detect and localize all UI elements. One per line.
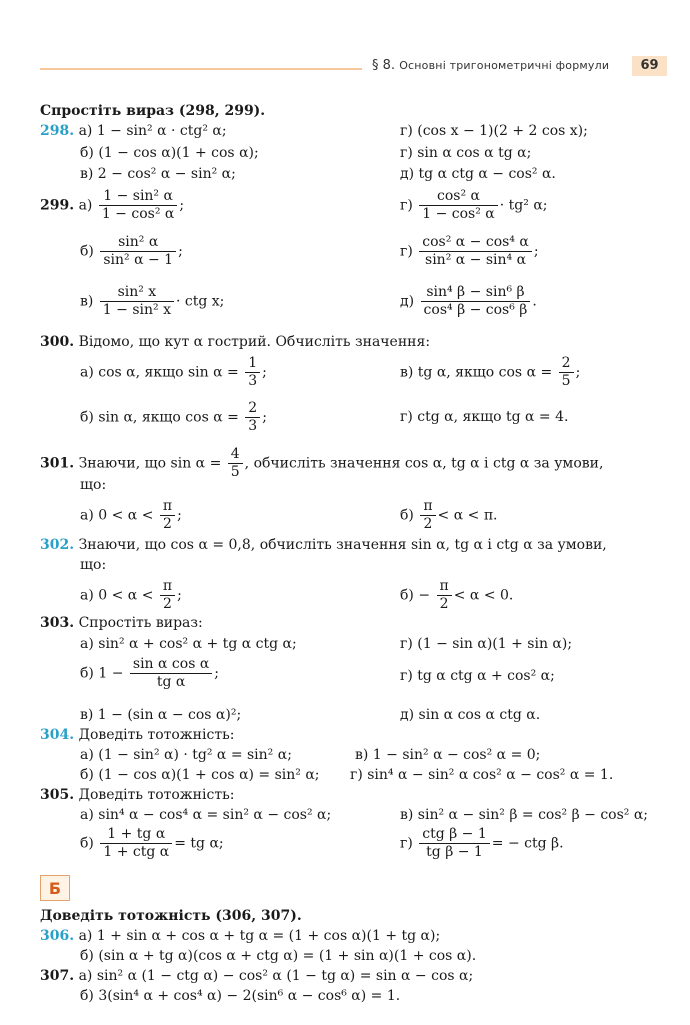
problem-300-b <box>80 400 267 435</box>
item-label: г) <box>400 835 413 852</box>
problem-299-row1 <box>40 188 184 223</box>
problem-306-a <box>40 927 440 945</box>
problem-300-g: г) ctg α, якщо tg α = 4. <box>400 409 569 425</box>
fraction <box>160 498 175 533</box>
fraction <box>419 234 532 269</box>
problem-302-cont: що: <box>80 557 107 573</box>
numerator: 1 + tg α <box>100 826 172 844</box>
problem-number: 307. <box>40 968 75 984</box>
denominator: 5 <box>561 373 571 389</box>
denominator: cos⁴ β − cos⁶ β <box>423 302 528 318</box>
numerator: sin α cos α <box>130 656 212 674</box>
item-text: а) 0 < α < <box>80 507 154 524</box>
problem-303-stem <box>40 614 203 632</box>
problem-307-a <box>40 967 473 985</box>
item-end: ; <box>179 197 185 214</box>
problem-number: 300. <box>40 334 75 350</box>
numerator: 4 <box>228 446 243 464</box>
fraction <box>559 355 574 390</box>
denominator: 3 <box>248 418 258 434</box>
problem-305-v: в) sin² α − sin² β = cos² β − cos² α; <box>400 807 649 823</box>
numerator: sin² α <box>100 234 176 252</box>
header-rule <box>40 68 362 70</box>
item-d: д) tg α ctg α − cos² α. <box>400 166 556 182</box>
level-b-badge: Б <box>40 875 70 901</box>
item-label: д) <box>400 293 415 310</box>
problem-305-b <box>80 826 224 861</box>
item-a: а) 1 + sin α + cos α + tg α = (1 + cos α)(1 + tg α); <box>78 928 441 944</box>
fraction <box>419 826 490 861</box>
item-v: в) 2 − cos² α − sin² α; <box>80 166 236 182</box>
problem-303-g1: г) (1 − sin α)(1 + sin α); <box>400 636 573 652</box>
problem-298-row1 <box>40 122 227 140</box>
denominator: 1 + ctg α <box>103 844 170 860</box>
section-title: Основні тригонометричні формули <box>399 59 610 72</box>
item-label: г) <box>400 197 413 214</box>
problem-300-a <box>80 355 267 390</box>
problem-302-b <box>400 578 513 613</box>
item-end: ; <box>214 665 220 682</box>
problem-306-b: б) (sin α + tg α)(cos α + ctg α) = (1 + sin α)(1 + cos α). <box>80 948 477 964</box>
problem-number: 302. <box>40 537 75 553</box>
item-a-label: а) <box>78 197 93 214</box>
numerator: sin⁴ β − sin⁶ β <box>421 284 531 302</box>
problem-text: Доведіть тотожність: <box>78 787 235 803</box>
problem-307-b: б) 3(sin⁴ α + cos⁴ α) − 2(sin⁶ α − cos⁶ α) = 1. <box>80 988 401 1004</box>
fraction <box>245 400 260 435</box>
item-b: б) (1 − cos α)(1 + cos α); <box>80 145 259 161</box>
item-end: ; <box>262 364 267 381</box>
numerator: 2 <box>245 400 260 418</box>
item-end: · ctg x; <box>175 293 225 310</box>
item-label: г) <box>400 243 413 260</box>
numerator: ctg β − 1 <box>419 826 490 844</box>
item-end: ; <box>533 243 539 260</box>
page-number: 69 <box>632 56 667 76</box>
denominator: 2 <box>163 516 172 532</box>
item-end: · tg² α; <box>499 197 548 214</box>
problem-number: 306. <box>40 928 75 944</box>
problem-number: 303. <box>40 615 75 631</box>
fraction <box>419 188 498 223</box>
item-end: = − ctg β. <box>491 835 564 852</box>
fraction <box>100 234 176 269</box>
problem-305-a: а) sin⁴ α − cos⁴ α = sin² α − cos² α; <box>80 807 332 823</box>
problem-301-a <box>80 498 182 533</box>
fraction <box>100 826 172 861</box>
item-end: . <box>532 293 537 310</box>
problem-303-b <box>80 656 219 691</box>
item-text: б) sin α, якщо cos α = <box>80 409 239 426</box>
problem-text: Доведіть тотожність: <box>78 727 235 743</box>
item-text: а) 0 < α < <box>80 587 154 604</box>
problem-304-stem <box>40 726 234 744</box>
denominator: tg α <box>156 674 186 690</box>
problem-text: Знаючи, що cos α = 0,8, обчисліть значення sin α, tg α і ctg α за умови, <box>78 537 607 553</box>
fraction <box>421 284 531 319</box>
item-end: ; <box>177 507 182 524</box>
problem-302-a <box>80 578 182 613</box>
problem-303-v: в) 1 − (sin α − cos α)²; <box>80 707 242 723</box>
fraction <box>245 355 260 390</box>
item-end: ; <box>177 587 182 604</box>
problem-304-a: а) (1 − sin² α) · tg² α = sin² α; <box>80 747 292 763</box>
problem-number: 299. <box>40 197 75 214</box>
item-text: в) tg α, якщо cos α = <box>400 364 553 381</box>
problem-299-v <box>80 284 224 319</box>
intro-306-307: Доведіть тотожність (306, 307). <box>40 908 302 924</box>
problem-text: Відомо, що кут α гострий. Обчисліть значення: <box>78 334 431 350</box>
item-end: < α < π. <box>437 507 498 524</box>
problem-number: 298. <box>40 123 75 139</box>
denominator: 2 <box>163 596 172 612</box>
item-end: ; <box>575 364 581 381</box>
fraction <box>160 578 175 613</box>
problem-text: Спростіть вираз: <box>78 615 203 631</box>
fraction <box>437 578 452 613</box>
denominator: 1 − cos² α <box>101 206 175 222</box>
numerator: cos² α − cos⁴ α <box>419 234 532 252</box>
denominator: 3 <box>248 373 258 389</box>
denominator: 2 <box>439 596 449 612</box>
problem-305-g <box>400 826 564 861</box>
problem-302-stem <box>40 536 607 554</box>
item-end: ; <box>262 409 267 426</box>
item-end: = tg α; <box>174 835 224 852</box>
item-text: б) <box>400 507 414 524</box>
item-g2: г) sin α cos α tg α; <box>400 145 532 161</box>
fraction <box>100 284 174 319</box>
intro-298-299: Спростіть вираз (298, 299). <box>40 103 266 119</box>
item-label: в) <box>80 293 94 310</box>
denominator: sin² α − 1 <box>103 252 174 268</box>
problem-301-stem <box>40 446 603 481</box>
problem-305-stem <box>40 786 234 804</box>
numerator: π <box>420 498 435 516</box>
item-end: ; <box>178 243 183 260</box>
numerator: 1 − sin² α <box>99 188 178 206</box>
problem-text: Знаючи, що sin α = <box>78 455 222 472</box>
numerator: sin² x <box>100 284 174 302</box>
fraction <box>99 188 178 223</box>
fraction <box>130 656 212 691</box>
problem-number: 305. <box>40 787 75 803</box>
problem-304-b: б) (1 − cos α)(1 + cos α) = sin² α; <box>80 767 320 783</box>
problem-number: 301. <box>40 455 75 472</box>
numerator: π <box>160 578 175 596</box>
item-a: а) 1 − sin² α · ctg² α; <box>78 123 227 139</box>
denominator: 1 − cos² α <box>422 206 495 222</box>
item-label: б) <box>80 835 94 852</box>
item-g1: г) (cos x − 1)(2 + 2 cos x); <box>400 123 588 139</box>
problem-303-a: а) sin² α + cos² α + tg α ctg α; <box>80 636 297 652</box>
fraction <box>420 498 435 533</box>
problem-299-g2 <box>400 234 539 269</box>
denominator: sin² α − sin⁴ α <box>425 252 527 268</box>
problem-300-stem <box>40 333 430 351</box>
problem-number: 304. <box>40 727 75 743</box>
item-a: а) sin² α (1 − ctg α) − cos² α (1 − tg α) = sin α − cos α; <box>78 968 474 984</box>
item-text: б) − <box>400 587 431 604</box>
numerator: cos² α <box>419 188 498 206</box>
problem-303-g2: г) tg α ctg α + cos² α; <box>400 668 555 684</box>
problem-text-cont: , обчисліть значення cos α, tg α і ctg α за умови, <box>244 455 604 472</box>
running-header <box>372 58 609 73</box>
problem-299-g1 <box>400 188 548 223</box>
problem-301-b <box>400 498 497 533</box>
denominator: 5 <box>230 464 240 480</box>
problem-299-d <box>400 284 537 319</box>
numerator: π <box>160 498 175 516</box>
item-end: < α < 0. <box>453 587 514 604</box>
problem-303-d: д) sin α cos α ctg α. <box>400 707 541 723</box>
denominator: tg β − 1 <box>426 844 483 860</box>
section-number: § 8. <box>372 58 396 73</box>
problem-301-cont: що: <box>80 477 107 493</box>
denominator: 1 − sin² x <box>102 302 171 318</box>
item-text: б) 1 − <box>80 665 124 682</box>
problem-300-v <box>400 355 580 390</box>
fraction <box>228 446 243 481</box>
problem-299-b <box>80 234 183 269</box>
item-text: а) cos α, якщо sin α = <box>80 364 239 381</box>
numerator: π <box>437 578 452 596</box>
problem-304-g: г) sin⁴ α − sin² α cos² α − cos² α = 1. <box>350 767 614 783</box>
item-label: б) <box>80 243 94 260</box>
denominator: 2 <box>423 516 433 532</box>
numerator: 1 <box>245 355 260 373</box>
numerator: 2 <box>559 355 574 373</box>
problem-304-v: в) 1 − sin² α − cos² α = 0; <box>355 747 541 763</box>
